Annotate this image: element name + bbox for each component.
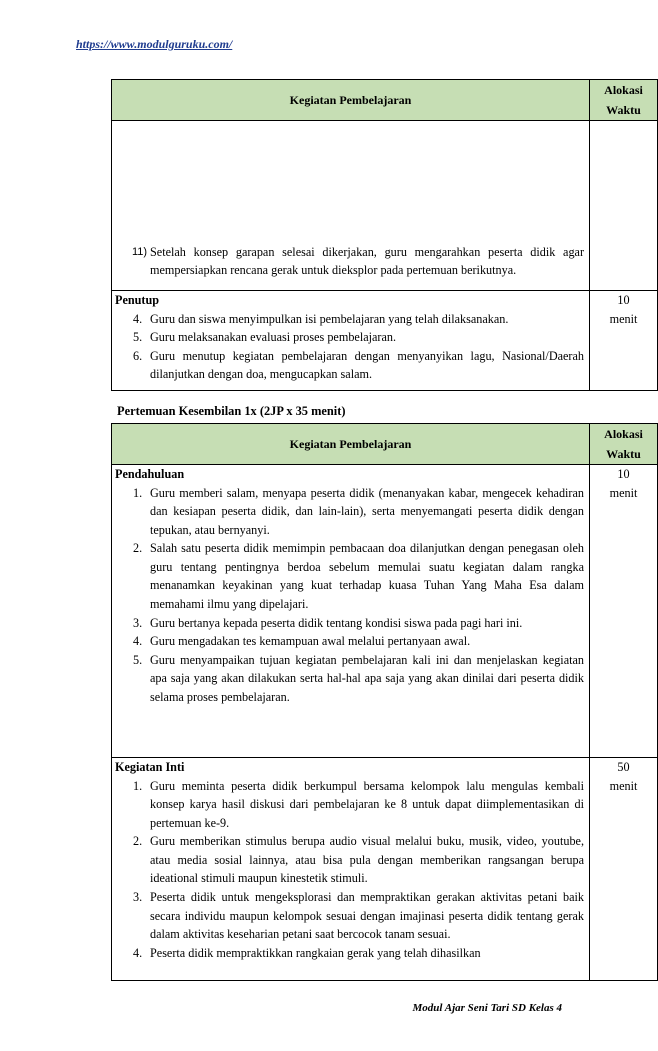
alokasi-unit: menit bbox=[609, 778, 638, 793]
list-item bbox=[112, 484, 589, 540]
list-text: Guru menutup kegiatan pembelajaran dengan menyanyikan lagu, Nasional/Daerah dilanjutkan dengan doa, mengucapkan salam. bbox=[150, 348, 584, 382]
waktu-label: Waktu bbox=[606, 103, 641, 117]
list-item bbox=[112, 944, 589, 963]
alokasi-value: 50 bbox=[617, 760, 630, 774]
list-text: Peserta didik mempraktikkan rangkaian gerak yang telah dihasilkan bbox=[150, 945, 481, 960]
pertemuan-title: Pertemuan Kesembilan 1x (2JP x 35 menit) bbox=[117, 404, 346, 418]
penutup-cell bbox=[112, 291, 590, 391]
list-number: 3. bbox=[133, 890, 143, 905]
table-pembelajaran-2 bbox=[111, 423, 658, 981]
list-text: Peserta didik untuk mengeksplorasi dan mempraktikan gerakan aktivitas petani baik secara individu maupun kelompok sesuai dengan imajinasi peserta didik tentang gerak dalam aktivitas keseharian petani saat bercocok tanam sesuai. bbox=[150, 890, 584, 942]
alokasi-label: Alokasi bbox=[604, 427, 643, 441]
pendahuluan-cell bbox=[112, 465, 590, 758]
list-text: Setelah konsep garapan selesai dikerjakan, guru mengarahkan peserta didik agar mempersiapkan rencana gerak untuk dieksplor pada pertemuan berikutnya. bbox=[150, 244, 584, 278]
column-header-alokasi bbox=[590, 80, 658, 121]
alokasi-penutup-cell bbox=[590, 291, 658, 391]
list-item bbox=[112, 651, 589, 707]
pendahuluan-list bbox=[112, 484, 589, 707]
list-number: 1. bbox=[133, 485, 143, 500]
list-number: 2. bbox=[133, 834, 143, 849]
alokasi-unit: menit bbox=[609, 485, 638, 500]
list-text: Salah satu peserta didik memimpin pembacaan doa dilanjutkan dengan penegasan oleh guru tentang pentingnya berdoa sebelum memulai suatu kegiatan dalam rangka menanamkan keyakinan yang kuat terhadap kuasa Tuhan Yang Maha Esa dalam memahami ilmu yang dipelajari. bbox=[150, 541, 584, 612]
alokasi-value: 10 bbox=[617, 467, 630, 481]
alokasi-pendahuluan-cell bbox=[590, 465, 658, 758]
section-title-penutup: Penutup bbox=[115, 293, 160, 307]
list-number: 5. bbox=[133, 652, 143, 667]
list-number: 4. bbox=[133, 945, 143, 960]
list-number: 6. bbox=[133, 348, 143, 363]
list-number: 5. bbox=[133, 330, 143, 345]
list-text: Guru menyampaikan tujuan kegiatan pembelajaran kali ini dan menjelaskan kegiatan apa saja yang akan dilakukan serta hal-hal apa saja yang akan dinilai dari peserta didik selama proses pembelajaran. bbox=[150, 652, 584, 705]
penutup-list bbox=[112, 310, 589, 384]
list-text: Guru memberi salam, menyapa peserta didik (menanyakan kabar, mengecek kehadiran dan kesiapan peserta didik, dan lain-lain), serta menyemangati peserta didik dengan tepukan, atau bernyanyi. bbox=[150, 485, 584, 537]
list-text: Guru dan siswa menyimpulkan isi pembelajaran yang telah dilaksanakan. bbox=[150, 311, 509, 326]
alokasi-label: Alokasi bbox=[604, 83, 643, 97]
column-header-kegiatan: Kegiatan Pembelajaran bbox=[112, 80, 590, 121]
list-item bbox=[112, 614, 589, 633]
list-text: Guru mengadakan tes kemampuan awal melalui pertanyaan awal. bbox=[150, 634, 471, 649]
waktu-label: Waktu bbox=[606, 447, 641, 461]
column-header-kegiatan: Kegiatan Pembelajaran bbox=[112, 424, 590, 465]
list-number: 11) bbox=[132, 245, 148, 258]
list-number: 1. bbox=[133, 778, 143, 793]
alokasi-unit: menit bbox=[609, 311, 638, 326]
list-item bbox=[112, 632, 589, 651]
list-text: Guru memberikan stimulus berupa audio visual melalui buku, musik, video, youtube, atau media sosial lainnya, atau bisa pula dengan memberikan rangsangan berupa ideational stimuli maupun kinestetik stimuli. bbox=[150, 834, 584, 886]
list-number: 4. bbox=[133, 634, 143, 649]
list-item bbox=[112, 888, 589, 944]
list-item bbox=[112, 347, 589, 384]
list-item bbox=[112, 310, 589, 329]
section-title-kegiatan-inti: Kegiatan Inti bbox=[115, 760, 185, 774]
list-item bbox=[112, 243, 589, 280]
alokasi-value: 10 bbox=[617, 293, 630, 307]
footer-text: Modul Ajar Seni Tari SD Kelas 4 bbox=[412, 1002, 562, 1014]
column-header-alokasi bbox=[590, 424, 658, 465]
list-number: 2. bbox=[133, 541, 143, 556]
list-number: 3. bbox=[133, 615, 143, 630]
kegiatan-inti-list bbox=[112, 777, 589, 963]
header-url-link[interactable]: https://www.modulguruku.com/ bbox=[76, 37, 233, 51]
list-item bbox=[112, 328, 589, 347]
alokasi-inti-cell bbox=[590, 758, 658, 981]
list-item bbox=[112, 777, 589, 833]
section-title-pendahuluan: Pendahuluan bbox=[115, 467, 185, 481]
kegiatan-inti-continued-cell bbox=[112, 121, 590, 291]
table-pembelajaran-1 bbox=[111, 79, 658, 391]
list-text: Guru bertanya kepada peserta didik tentang kondisi siswa pada pagi hari ini. bbox=[150, 615, 523, 630]
list-item bbox=[112, 539, 589, 613]
list-text: Guru melaksanakan evaluasi proses pembelajaran. bbox=[150, 330, 397, 345]
alokasi-empty-cell bbox=[590, 121, 658, 291]
list-item bbox=[112, 832, 589, 888]
list-number: 4. bbox=[133, 311, 143, 326]
kegiatan-inti-cell bbox=[112, 758, 590, 981]
list-text: Guru meminta peserta didik berkumpul bersama kelompok lalu mengulas kembali konsep karya hasil diskusi dari pembelajaran ke 8 untuk dapat diimplementasikan di pertemuan ke-9. bbox=[150, 778, 584, 830]
